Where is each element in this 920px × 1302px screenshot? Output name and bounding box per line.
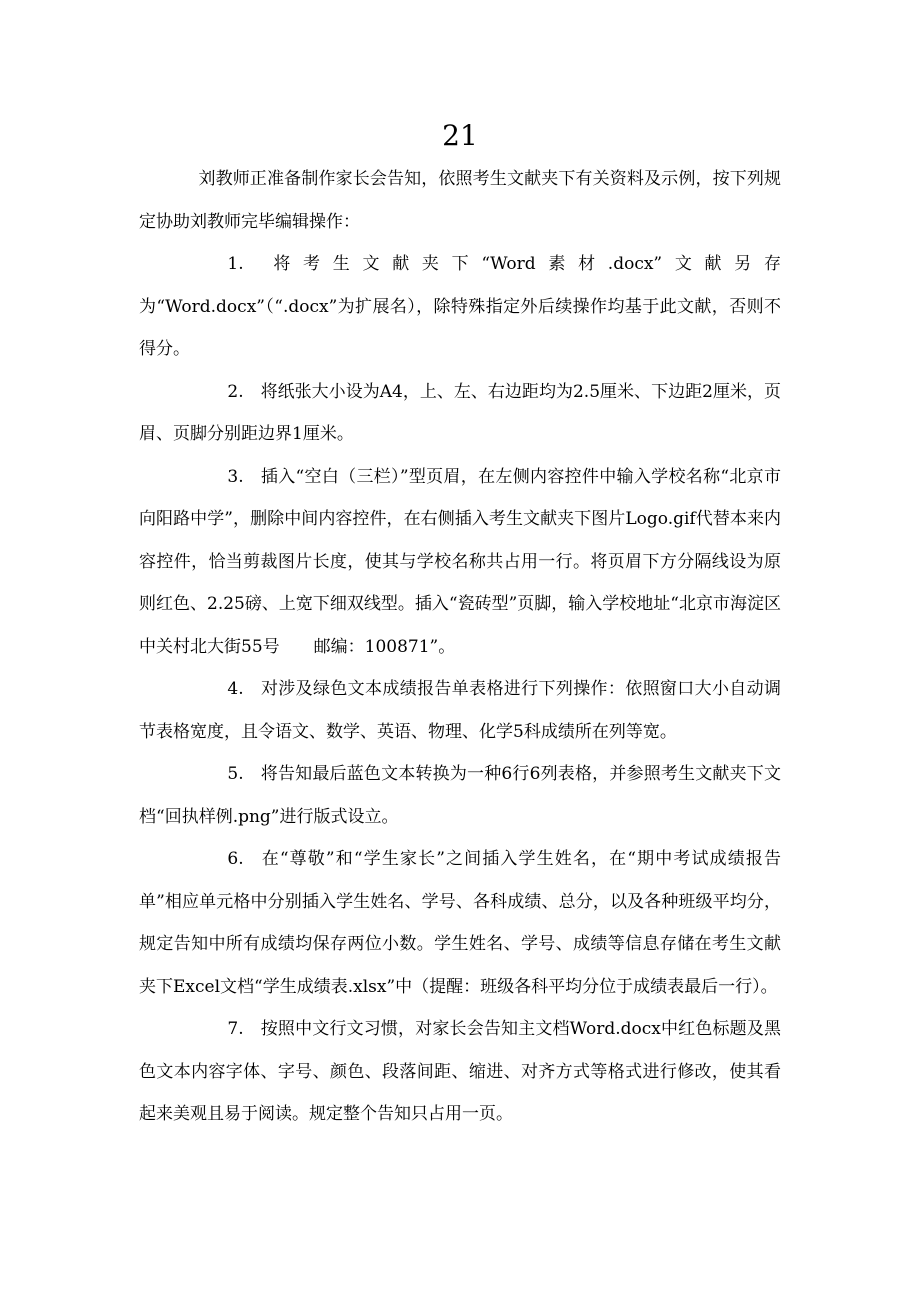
item-number: 5. (227, 764, 244, 784)
list-item-4 (139, 668, 781, 753)
list-item-3 (139, 456, 781, 669)
list-item-5 (139, 753, 781, 838)
page-title: 21 (442, 119, 478, 152)
item-text: 将纸张大小设为A4，上、左、右边距均为2.5厘米、下边距2厘米，页眉、页脚分别距边界1厘米。 (139, 381, 781, 444)
item-text: 插入“空白（三栏）”型页眉，在左侧内容控件中输入学校名称“北京市向阳路中学”，删除中间内容控件，在右侧插入考生文献夹下图片Logo.gif代替本来内容控件，恰当剪裁图片长度，使其与学校名称共占用一行。将页眉下方分隔线设为原则红色、2.25磅、上宽下细双线型。插入“瓷砖型”页脚，输入学校地址“北京市海淀区中关村北大街55号 邮编：100871”。 (139, 466, 781, 657)
item-text: 将考生文献夹下“Word素材.docx”文献另存为“Word.docx”（“.docx”为扩展名），除特殊指定外后续操作均基于此文献，否则不得分。 (139, 254, 781, 359)
item-number: 2. (227, 381, 244, 402)
list-item-2 (139, 371, 781, 456)
item-number: 6. (227, 849, 244, 869)
item-text: 将告知最后蓝色文本转换为一种6行6列表格，并参照考生文献夹下文档“回执样例.png”进行版式设立。 (139, 764, 781, 827)
list-item-7 (139, 1008, 781, 1136)
item-text: 对涉及绿色文本成绩报告单表格进行下列操作：依照窗口大小自动调节表格宽度，且令语文、数学、英语、物理、化学5科成绩所在列等宽。 (139, 679, 781, 742)
item-text: 按照中文行文习惯，对家长会告知主文档Word.docx中红色标题及黑色文本内容字体、字号、颜色、段落间距、缩进、对齐方式等格式进行修改，使其看起来美观且易于阅读。规定整个告知只占用一页。 (139, 1019, 781, 1124)
item-number: 3. (227, 466, 244, 487)
intro-paragraph: 刘教师正准备制作家长会告知，依照考生文献夹下有关资料及示例，按下列规定协助刘教师完毕编辑操作： (139, 169, 781, 232)
document-body (139, 158, 781, 1136)
item-number: 4. (227, 679, 244, 699)
item-number: 7. (227, 1019, 244, 1039)
list-item-6 (139, 838, 781, 1008)
list-item-1 (139, 243, 781, 371)
item-text: 在“尊敬”和“学生家长”之间插入学生姓名，在“期中考试成绩报告单”相应单元格中分别插入学生姓名、学号、各科成绩、总分，以及各种班级平均分，规定告知中所有成绩均保存两位小数。学生姓名、学号、成绩等信息存储在考生文献夹下Excel文档“学生成绩表.xlsx”中（提醒：班级各科平均分位于成绩表最后一行）。 (139, 849, 781, 997)
item-number: 1. (227, 254, 244, 274)
